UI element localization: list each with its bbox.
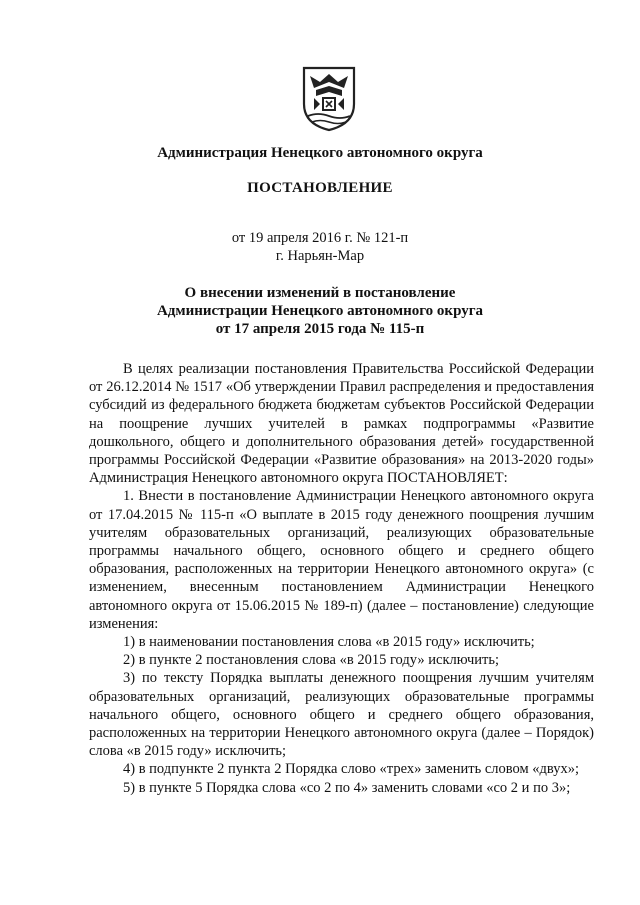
date-number: от 19 апреля 2016 г. № 121-п bbox=[231, 230, 409, 246]
subitem-4: 4) в подпункте 2 пункта 2 Порядка слово «трех» заменить словом «двух»; bbox=[123, 761, 580, 778]
subitem-3: 3) по тексту Порядка выплаты денежного поощрения лучшим учителям образовательных организаций, реализующих образовательные программы начального общего, основного общего и среднего общего образования, расположенных на территории Ненецкого автономного округа (далее – Порядок) слова «в 2015 году» исключить; bbox=[89, 670, 594, 760]
subitem-2: 2) в пункте 2 постановления слова «в 2015 году» исключить; bbox=[123, 652, 500, 669]
subitem-5: 5) в пункте 5 Порядка слова «со 2 по 4» заменить словами «со 2 и по 3»; bbox=[123, 779, 571, 796]
subject-line: от 17 апреля 2015 года № 115-п bbox=[215, 321, 425, 337]
document-body bbox=[89, 360, 594, 797]
city: г. Нарьян-Мар bbox=[275, 248, 365, 264]
organization-title: Администрация Ненецкого автономного округа bbox=[157, 145, 483, 161]
item-1-paragraph: 1. Внести в постановление Администрации Ненецкого автономного округа от 17.04.2015 № 115-п «О выплате в 2015 году денежного поощрения лучшим учителям образовательных организаций, реализующих образовательные программы начального общего, основного общего и среднего общего образования, расположенных на территории Ненецкого автономного округа» (с изменением, внесенным постановлением Администрации Ненецкого автономного округа от 15.06.2015 № 189-п) (далее – постановление) следующие изменения: bbox=[89, 488, 594, 632]
subitem-1: 1) в наименовании постановления слова «в 2015 году» исключить; bbox=[123, 634, 535, 651]
coat-of-arms-icon bbox=[300, 58, 358, 132]
subject-line: О внесении изменений в постановление bbox=[184, 285, 456, 301]
document-type: ПОСТАНОВЛЕНИЕ bbox=[247, 180, 393, 196]
subject-line: Администрации Ненецкого автономного округа bbox=[156, 303, 484, 319]
preamble-paragraph: В целях реализации постановления Правительства Российской Федерации от 26.12.2014 № 1517 «Об утверждении Правил распределения и предоставления субсидий из федерального бюджета бюджетам субъектов Российской Федерации на поощрение лучших учителей в рамках подпрограммы «Развитие дошкольного, общего и дополнительного образования детей» государственной программы Российской Федерации «Развитие образования» на 2013-2020 годы» Администрация Ненецкого автономного округа ПОСТАНОВЛЯЕТ: bbox=[89, 361, 594, 487]
document-subject bbox=[0, 284, 640, 338]
